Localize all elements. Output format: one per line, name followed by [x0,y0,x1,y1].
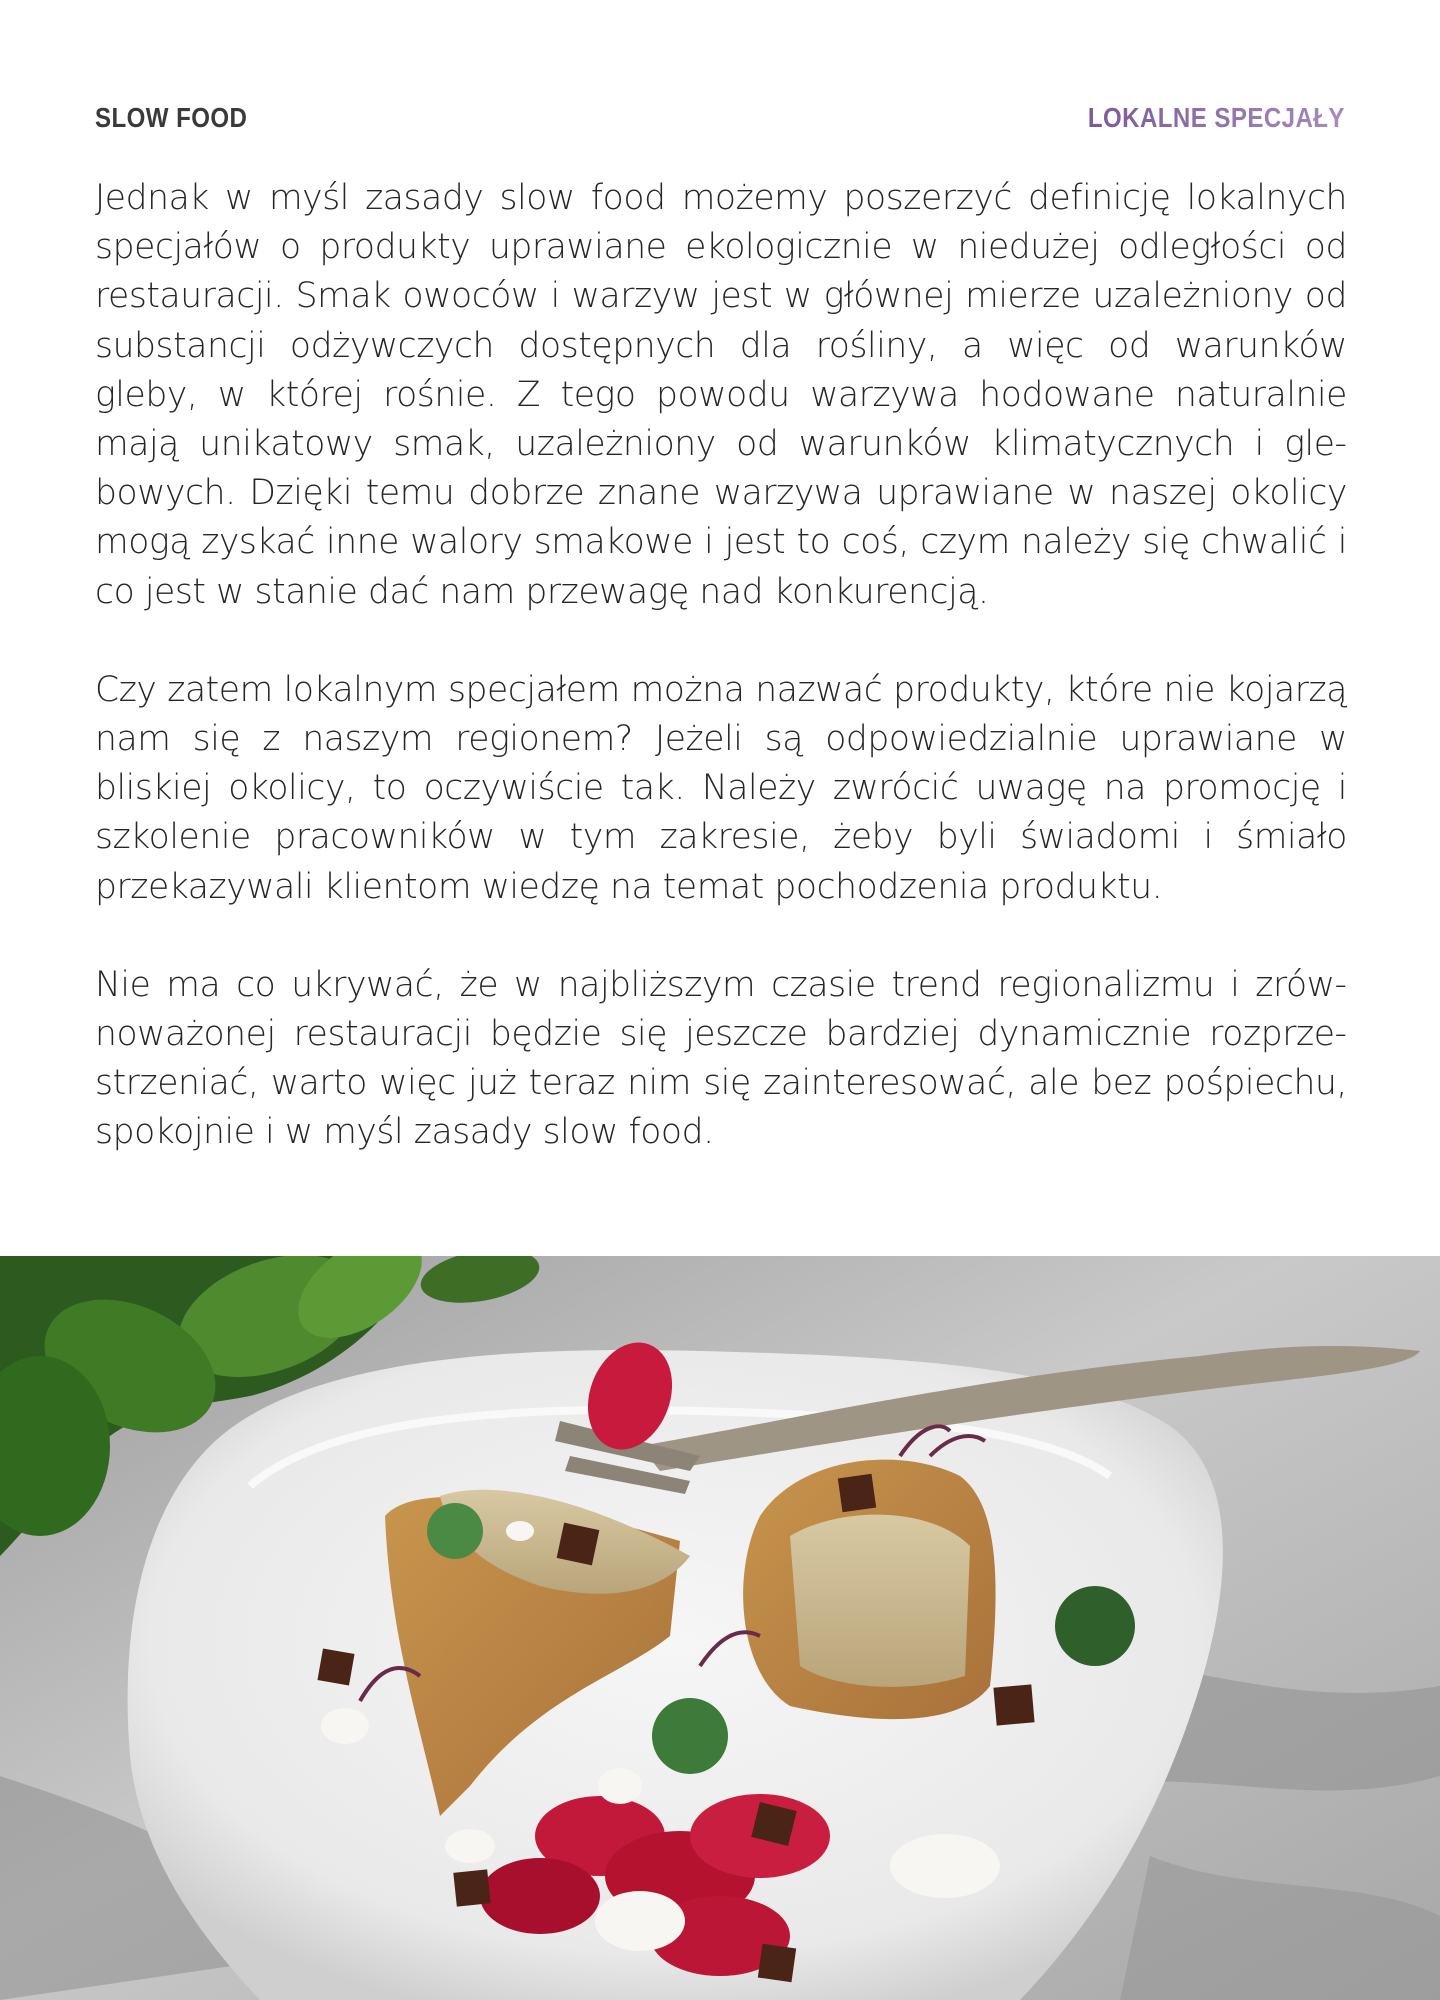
article-paragraph-2: Czy zatem lokalnym specjałem można nazwać produkty, które nie kojarzą nam się z naszym regionem? Jeżeli są odpowiedzialnie uprawiane w bliskiej okolicy, to oczywiście tak. Należy zwrócić uwagę na promocję i szkolenie pracowników w tym zakresie, żeby byli świadomi i śmiało przekazywali klientom wiedzę na temat pochodzenia produktu. [95,669,1347,907]
section-label: SLOW FOOD [95,102,248,133]
nasturtium-leaf [652,1698,728,1774]
article-paragraph-3: Nie ma co ukrywać, że w najbliższym czasie trend regionalizmu i zrównoważonej restauracji będzie się jeszcze bardziej dynamicznie rozprzestrzeniać, warto więc już teraz nim się zainteresować, ale bez pośpiechu, spokojnie i w myśl zasady slow food. [95,964,1347,1153]
chapter-label: LOKALNE SPECJAŁY [1087,102,1345,133]
article-body [95,174,1347,1207]
article-paragraph-1: Jednak w myśl zasady slow food możemy poszerzyć definicję lokalnych specjałów o produkty uprawiane ekologicznie w niedużej odległości od restauracji. Smak owoców i warzyw jest w głównej mierze uzależniony od substancji odżywczych dostępnych dla rośliny, a więc od warunków gleby, w której rośnie. Z tego powodu warzywa hodowane naturalnie mają unikatowy smak, uzależniony od warunków klimatycznych i glebowych. Dzięki temu dobrze znane warzywa uprawiane w naszej okolicy mogą zyskać inne walory smakowe i jest to coś, czym należy się chwalić i co jest w stanie dać nam przewagę nad konkurencją. [95,178,1347,612]
food-photo [0,1256,1440,2000]
plated-dish-illustration [0,1256,1440,2000]
nasturtium-leaf [1055,1586,1135,1666]
running-header [95,98,1345,138]
nasturtium-leaf [427,1503,483,1559]
